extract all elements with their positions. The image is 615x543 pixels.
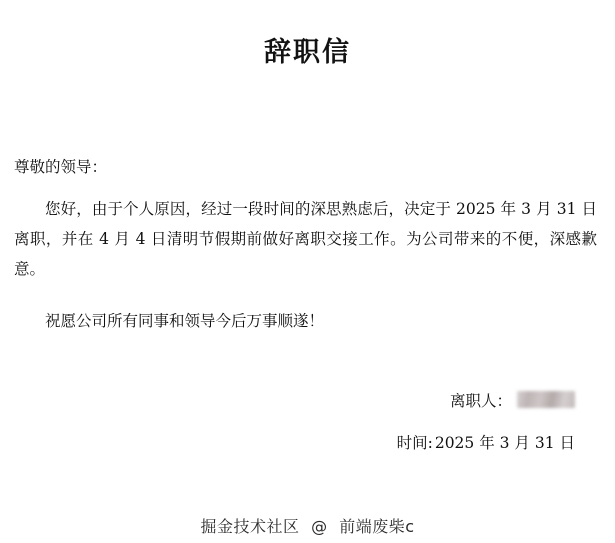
watermark-site: 掘金技术社区 bbox=[200, 517, 300, 536]
letter-body bbox=[0, 155, 615, 453]
signature-date-value: 2025 年 3 月 31 日 bbox=[434, 433, 575, 452]
paragraph-reason: 您好，由于个人原因，经过一段时间的深思熟虑后，决定于 2025 年 3 月 31 日离职，并在 4 月 4 日清明节假期前做好离职交接工作。为公司带来的不便，深感歉意。 bbox=[14, 199, 597, 279]
paragraph-wish: 祝愿公司所有同事和领导今后万事顺遂！ bbox=[45, 312, 325, 331]
salutation: 尊敬的领导： bbox=[14, 158, 108, 176]
page-title: 辞职信 bbox=[264, 37, 351, 68]
signature-block bbox=[14, 389, 597, 453]
redacted-name bbox=[517, 391, 575, 408]
watermark-author: 前端废柴c bbox=[339, 517, 415, 536]
signature-name-label: 离职人： bbox=[449, 391, 512, 410]
watermark bbox=[0, 514, 615, 537]
signature-date-label: 时间: bbox=[396, 433, 433, 452]
watermark-separator: @ bbox=[311, 517, 328, 536]
signature-name-line bbox=[14, 389, 575, 411]
signature-date-line bbox=[14, 431, 575, 453]
